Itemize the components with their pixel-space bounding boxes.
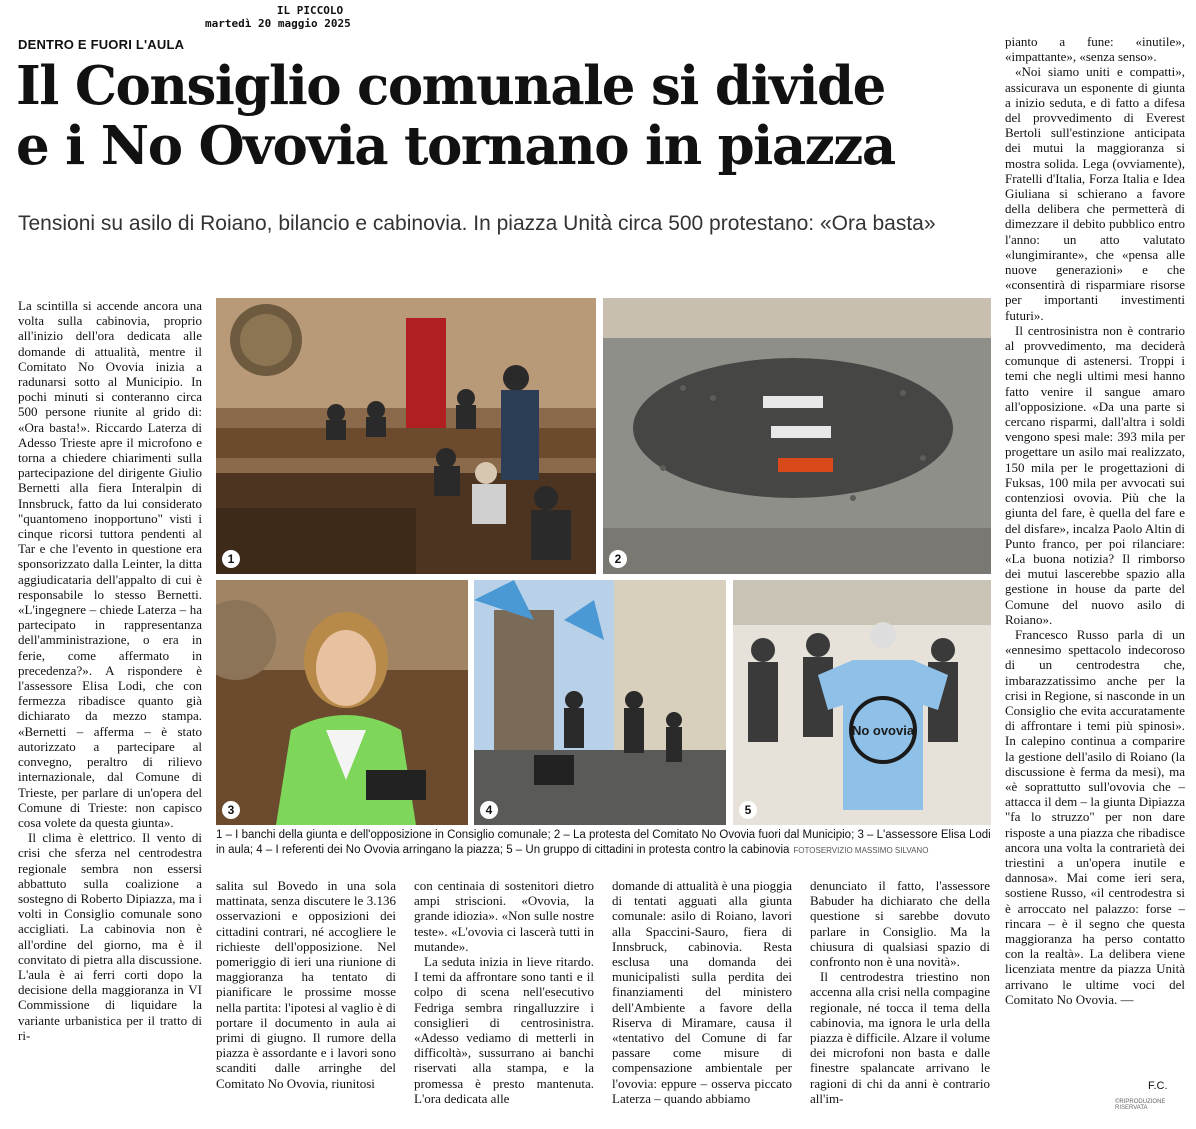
shirt-text: No ovovia [851,723,915,738]
photo-number-badge: 4 [480,801,498,819]
paragraph: salita sul Bovedo in una sola mattinata, senza discutere le 3.136 osservazioni e opposizioni dei cittadini contrari, né accogliere le richieste dell'opposizione. Nel pomeriggio di ieri una riunione di maggioranza ha tentato di pianificare le prossime mosse nella partita: l'ipotesi al vaglio è di portare il documento in aula ai primi di giugno. Il rumore della piazza è assordante e i lavori sono scanditi dalle arringhe del Comitato No Ovovia, riunitosi [216,878,396,1091]
text-column-1 [18,298,202,1118]
photo-citizens-protest [733,580,991,825]
paragraph: Il clima è elettrico. Il vento di crisi che sferza nel centrodestra regionale sembra non essersi abbattuto sulla coalizione a sostegno di Roberto Dipiazza, ma i volti in Consiglio comunale sono accigliati. La cabinovia non è all'ordine del giorno, ma è il convitato di pietra alla discussione. L'aula è ai ferri corti dopo la decisione della maggioranza in VI Commissione di liquidare la variante urbanistica per il tratto di ri- [18,830,202,1043]
text-column-3 [414,878,594,1106]
text-column-4 [612,878,792,1106]
paragraph: La seduta inizia in lieve ritardo. I temi da affrontare sono tanti e il colpo di scena nell'esecutivo Fedriga sembra ringalluzzire i consiglieri di centrosinistra. «Adesso vediamo di metterli in difficoltà», sussurrano ai banchi riservati alla stampa, e la promessa è presto mantenuta. L'ora dedicata alle [414,954,594,1106]
title-line-1: Il Consiglio comunale si divide [16,55,885,117]
paragraph: «Noi siamo uniti e compatti», assicurava un esponente di giunta a inizio seduta, e di fatto a difesa del provvedimento di Everest Bertoli sull'estinzione anticipata dei mutui la maggioranza si mostra solida. Lega (ovviamente), Fratelli d'Italia, Forza Italia e Idea Giuliana si schierano a favore della delibera che permetterà di dimezzare il debito pubblico entro l'anno: un atto valutato «lungimirante», che «pensa alle nuove generazioni» e che «consentirà di risparmiare risorse per importanti investimenti futuri». [1005,64,1185,323]
paragraph: domande di attualità è una pioggia di tentati agguati alla giunta comunale: asilo di Roiano, lavori alla Spaccini-Sauro, fiera di Innsbruck, cabinovia. Resta esclusa una domanda dei municipalisti sulla perdita dei finanziamenti del ministero dell'Ambiente a favore della Riserva di Miramare, causa il «tentativo del Comune di far passare come misure di compensazione ambientale per l'ovovia: eppure – osserva piccato Laterza – quando abbiamo [612,878,792,1106]
text-column-6 [1005,34,1185,1104]
photo-number-badge: 3 [222,801,240,819]
article-kicker: DENTRO E FUORI L'AULA [18,37,185,52]
photo-number-badge: 5 [739,801,757,819]
title-line-2: e i No Ovovia tornano in piazza [16,115,895,177]
paragraph: con centinaia di sostenitori dietro ampi striscioni. «Ovovia, la grande idiozia». «Non sulle nostre teste». «L'ovovia ci lascerà tutti in mutande». [414,878,594,954]
photo-no-ovovia-speakers [474,580,726,825]
author-signature: F.C. [1148,1080,1168,1092]
photo-credit: FOTOSERVIZIO MASSIMO SILVANO [793,846,929,855]
paragraph: La scintilla si accende ancora una volta sulla cabinovia, proprio all'inizio dell'ora dedicata alle domande di attualità, mentre il Comitato No Ovovia inizia a radunarsi sotto al Municipio. In pochi minuti si conteranno circa 500 persone riunite al grido di: «Ora basta!». Riccardo Laterza di Adesso Trieste apre il microfono e torna a chiedere chiarimenti sulla partecipazione del dirigente Giulio Bernetti alla fiera Interalpin di Innsbruck, fatto da lui considerato "quantomeno inopportuno" visti i cinque ricorsi tuttora pendenti al Tar e che l'evento in questione era sponsorizzato dalla Leinter, la ditta aggiudicataria dell'appalto di cui è responsabile lo stesso Bernetti. «L'ingegnere – chiede Laterza – ha partecipato in rappresentanza dell'amministrazione, o era in ferie, come affermato in precedenza?». A rispondere è l'assessore Elisa Lodi, che con fermezza ribadisce quanto già dichiarato da mezzo stampa. «Bernetti – afferma – è stato autorizzato a partecipare al convegno, peraltro di rilievo internazionale, dal Comune di Trieste, per parlare di un'opera del Comune di Trieste: non capisco cosa volete da questa giunta». [18,298,202,830]
photo-council-chamber [216,298,596,574]
paragraph: denunciato il fatto, l'assessore Babuder ha dichiarato che della questione si sarebbe dovuto parlare in Consiglio. Ma la chiusura di qualsiasi spazio di confronto non è una novità». [810,878,990,970]
article-subtitle: Tensioni su asilo di Roiano, bilancio e cabinovia. In piazza Unità circa 500 protestano: «Ora basta» [18,212,936,235]
photo-piazza-crowd [603,298,991,574]
paragraph: Il centrosinistra non è contrario al provvedimento, ma deciderà comunque di astenersi. Troppi i temi che negli ultimi mesi hanno fatto venire il sangue amaro all'opposizione. «Da una parte si cercano risparmi, dall'altra i soldi vengono spesi male: 393 mila per progettare un asilo mai realizzato, 150 mila per le progettazioni di Fuksas, 100 mila per avvocati sui contenziosi ovovia. Più che la giunta del fare, è quella del fare e del disfare», incalza Paolo Altin di Punto franco, per poi rilanciare: «La buona notizia? Il rimborso dei mutui lascerebbe spazio alla gestione in house da parte del Comune del nuovo asilo di Roiano». [1005,322,1185,627]
photo-assessore-lodi [216,580,468,825]
paragraph: pianto a fune: «inutile», «impattante», «senza senso». [1005,34,1185,65]
photo-number-badge: 1 [222,550,240,568]
masthead [205,4,355,30]
copyright-notice: ©RIPRODUZIONE RISERVATA [1115,1099,1166,1111]
publication-date: martedì 20 maggio 2025 [205,17,351,30]
photo-number-badge: 2 [609,550,627,568]
caption-text: 1 – I banchi della giunta e dell'opposizione in Consiglio comunale; 2 – La protesta del Comitato No Ovovia fuori dal Municipio; 3 – L'assessore Elisa Lodi in aula; 4 – I referenti dei No Ovovia arringano la piazza; 5 – Un gruppo di cittadini in protesta contro la cabinovia [216,829,991,856]
article-title [16,56,1006,176]
paragraph: Il centrodestra triestino non accenna alla crisi nella compagine regionale, né tocca il tema della cabinovia, ma ignora le urla della piazza è difficile. Alzare il volume dei microfoni non basta e dalle finestre spalancate arrivano le ragioni di chi da anni è contrario all'im- [810,969,990,1106]
publication-name: IL PICCOLO [276,4,344,17]
text-column-2 [216,878,396,1091]
text-column-5 [810,878,990,1106]
photo-caption [216,828,992,858]
paragraph: Francesco Russo parla di un «ennesimo spettacolo indecoroso di un centrodestra che, imbarazzatissimo anche per la crisi in Regione, si nasconde in un Consiglio che evita accuratamente di affrontare i temi più spinosi». In calepino continua a comparire la gestione dell'asilo di Roiano (la discussione è ferma da mesi), ma «è soprattutto sull'ovovia che – attacca il dem – la giunta Dipiazza "fa lo struzzo" per non dare risposte a una piazza che ribadisce ancora una volta la contrarietà dei triestini a un'opera inutile e dannosa». Mai come ieri sera, sostiene Russo, «il centrodestra si è arroccato nel palazzo: forse – rincara – è il segno che questa maggioranza ha perso contatto con la realtà». La delibera viene licenziata mentre da piazza Unità arrivano le ultime voci del Comitato No Ovovia. — [1005,626,1185,1007]
